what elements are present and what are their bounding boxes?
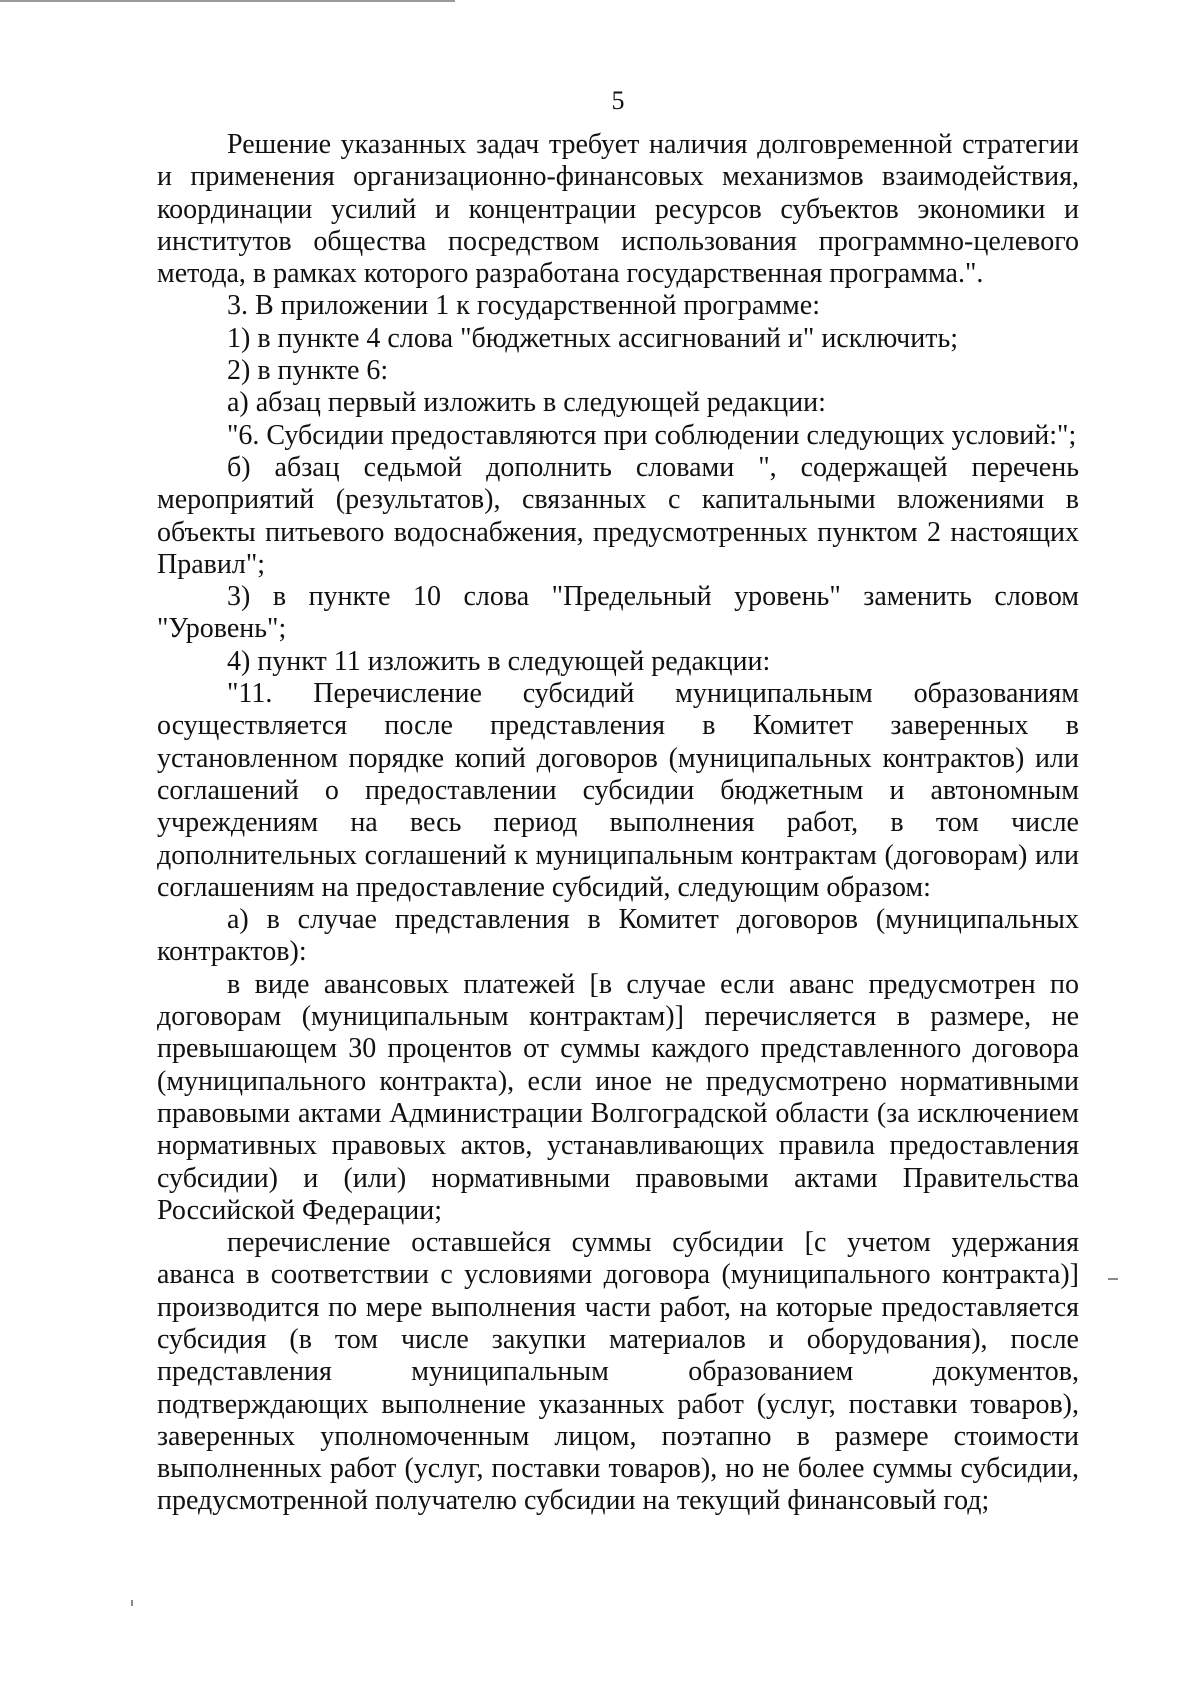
paragraph-strategy: Решение указанных задач требует наличия долговременной стратегии и применения организационно-финансовых механизмов взаимодействия, координации усилий и концентрации ресурсов субъектов экономики и институтов общества посредством использования программно-целевого метода, в рамках которого разработана государственная программа.". [157, 129, 1079, 290]
paragraph-11-a: а) в случае представления в Комитет договоров (муниципальных контрактов): [157, 904, 1079, 968]
page-number: 5 [611, 86, 625, 115]
paragraph-item-3-2-b: б) абзац седьмой дополнить словами ", содержащей перечень мероприятий (результатов), связанных с капитальными вложениями в объекты питьевого водоснабжения, предусмотренных пунктом 2 настоящих Правил"; [157, 451, 1079, 580]
document-body [157, 129, 1079, 1518]
paragraph-item-3-1: 1) в пункте 4 слова "бюджетных ассигнований и" исключить; [227, 322, 959, 354]
scan-margin-mark [1108, 1278, 1118, 1280]
scan-margin-mark [131, 1600, 133, 1606]
paragraph-item-3-3: 3) в пункте 10 слова "Предельный уровень" заменить словом "Уровень"; [157, 581, 1079, 645]
scan-top-rule [0, 0, 455, 2]
paragraph-item-3-4: 4) пункт 11 изложить в следующей редакции: [227, 645, 771, 677]
paragraph-item-3: 3. В приложении 1 к государственной программе: [227, 290, 820, 322]
paragraph-item-3-2-a: а) абзац первый изложить в следующей редакции: [227, 387, 826, 419]
paragraph-remaining-subsidy: перечисление оставшейся суммы субсидии [с учетом удержания аванса в соответствии с условиями договора (муниципального контракта)] производится по мере выполнения части работ, на которые предоставляется субсидия (в том числе закупки материалов и оборудования), после представления муниципальным образованием документов, подтверждающих выполнение указанных работ (услуг, поставки товаров), заверенных уполномоченным лицом, поэтапно в размере стоимости выполненных работ (услуг, поставки товаров), но не более суммы субсидии, предусмотренной получателю субсидии на текущий финансовый год; [157, 1227, 1079, 1517]
paragraph-quote-11: "11. Перечисление субсидий муниципальным образованиям осуществляется после представления в Комитет заверенных в установленном порядке копий договоров (муниципальных контрактов) или соглашений о предоставлении субсидии бюджетным и автономным учреждениям на весь период выполнения работ, в том числе дополнительных соглашений к муниципальным контрактам (договорам) или соглашениям на предоставление субсидий, следующим образом: [157, 678, 1079, 903]
paragraph-quote-6: "6. Субсидии предоставляются при соблюдении следующих условий:"; [227, 419, 1077, 451]
paragraph-advance-payments: в виде авансовых платежей [в случае если аванс предусмотрен по договорам (муниципальным контрактам)] перечисляется в размере, не превышающем 30 процентов от суммы каждого представленного договора (муниципального контракта), если иное не предусмотрено нормативными правовыми актами Администрации Волгоградской области (за исключением нормативных правовых актов, устанавливающих правила предоставления субсидии) и (или) нормативными правовыми актами Правительства Российской Федерации; [157, 968, 1079, 1226]
paragraph-item-3-2: 2) в пункте 6: [227, 355, 389, 387]
